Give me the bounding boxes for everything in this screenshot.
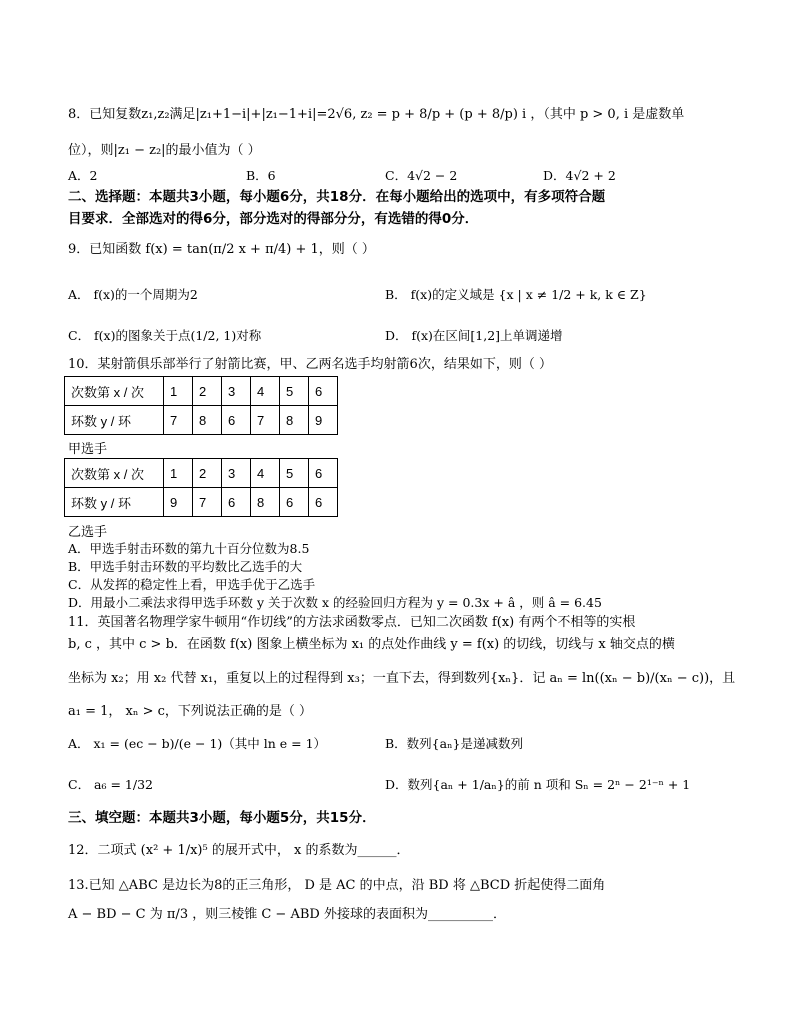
table-cell: 9 xyxy=(309,406,338,435)
table-cell: 6 xyxy=(280,488,309,517)
results-table-jia xyxy=(64,376,338,435)
table-row-label: 环数 y / 环 xyxy=(65,406,164,435)
table-cell: 7 xyxy=(193,488,222,517)
q11-line-1: 11．英国著名物理学家牛顿用“作切线”的方法求函数零点．已知二次函数 f(x) 有两个不相等的实根 xyxy=(68,615,636,630)
q13-line-2: A − BD − C 为 π/3 ，则三棱锥 C − ABD 外接球的表面积为__________． xyxy=(68,907,506,922)
q10-option-a: A．甲选手射击环数的第九十百分位数为8.5 xyxy=(68,541,310,556)
q9-option-d: D． f(x)在区间[1,2]上单调递增 xyxy=(385,328,563,343)
table-row-label: 环数 y / 环 xyxy=(65,488,164,517)
q11-option-a: A． x₁ = (ec − b)/(e − 1)（其中 ln e = 1） xyxy=(68,736,327,751)
table-cell: 4 xyxy=(251,459,280,488)
q11-option-d: D．数列{aₙ + 1/aₙ}的前 n 项和 Sₙ = 2ⁿ − 2¹⁻ⁿ + 1 xyxy=(385,777,691,792)
table-cell: 7 xyxy=(164,406,193,435)
section-2-heading-line-1: 二、选择题：本题共3小题，每小题6分，共18分．在每小题给出的选项中，有多项符合题 xyxy=(68,189,606,205)
q10-stem: 10．某射箭俱乐部举行了射箭比赛，甲、乙两名选手均射箭6次，结果如下，则（ ） xyxy=(68,357,552,372)
q9-option-a: A． f(x)的一个周期为2 xyxy=(68,287,198,302)
table-row xyxy=(65,488,338,517)
section-2-heading-line-2: 目要求．全部选对的得6分，部分选对的得部分分，有选错的得0分． xyxy=(68,211,479,227)
table-row xyxy=(65,377,338,406)
q8-option-c: C．4√2 − 2 xyxy=(385,168,458,183)
q11-line-3: 坐标为 x₂；用 x₂ 代替 x₁，重复以上的过程得到 x₃；一直下去，得到数列{xₙ}．记 aₙ = ln((xₙ − b)/(xₙ − c))，且 xyxy=(68,671,736,686)
q8-option-d: D．4√2 + 2 xyxy=(543,168,616,183)
table-cell: 6 xyxy=(309,488,338,517)
q12-stem: 12．二项式 (x² + 1/x)⁵ 的展开式中， x 的系数为______． xyxy=(68,843,410,858)
table-cell: 6 xyxy=(309,459,338,488)
table-caption-yi: 乙选手 xyxy=(68,524,108,539)
section-3-heading: 三、填空题：本题共3小题，每小题5分，共15分． xyxy=(68,810,376,826)
table-cell: 6 xyxy=(222,488,251,517)
q8-option-b: B．6 xyxy=(246,168,276,183)
table-cell: 2 xyxy=(193,377,222,406)
table-row xyxy=(65,406,338,435)
table-cell: 8 xyxy=(280,406,309,435)
table-cell: 7 xyxy=(251,406,280,435)
q10-option-c: C．从发挥的稳定性上看，甲选手优于乙选手 xyxy=(68,577,316,592)
table-cell: 9 xyxy=(164,488,193,517)
table-cell: 1 xyxy=(164,377,193,406)
q9-option-c: C． f(x)的图象关于点(1/2, 1)对称 xyxy=(68,328,262,343)
q8-line-1: 8．已知复数z₁,z₂满足|z₁+1−i|+|z₁−1+i|=2√6, z₂ = p + 8/p + (p + 8/p) i ，（其中 p > 0, i 是虚数单 xyxy=(68,107,685,122)
table-cell: 6 xyxy=(309,377,338,406)
table-cell: 4 xyxy=(251,377,280,406)
q9-option-b: B． f(x)的定义域是 {x | x ≠ 1/2 + k, k ∈ Z} xyxy=(385,287,647,302)
table-cell: 8 xyxy=(193,406,222,435)
results-table-yi xyxy=(64,458,338,517)
q11-line-4: a₁ = 1， xₙ > c，下列说法正确的是（ ） xyxy=(68,704,313,719)
q8-option-a: A．2 xyxy=(68,168,98,183)
table-row-label: 次数第 x / 次 xyxy=(65,377,164,406)
table-row xyxy=(65,459,338,488)
table-cell: 2 xyxy=(193,459,222,488)
table-row-label: 次数第 x / 次 xyxy=(65,459,164,488)
q13-line-1: 13.已知 △ABC 是边长为8的正三角形， D 是 AC 的中点，沿 BD 将 △BCD 折起使得二面角 xyxy=(68,878,606,893)
q9-stem: 9．已知函数 f(x) = tan(π/2 x + π/4) + 1，则（ ） xyxy=(68,242,375,257)
q11-option-c: C． a₆ = 1/32 xyxy=(68,777,153,792)
q8-line-2: 位），则|z₁ − z₂|的最小值为（ ） xyxy=(68,143,261,158)
q10-option-b: B．甲选手射击环数的平均数比乙选手的大 xyxy=(68,559,303,574)
table-cell: 3 xyxy=(222,377,251,406)
table-cell: 5 xyxy=(280,377,309,406)
table-cell: 6 xyxy=(222,406,251,435)
table-cell: 1 xyxy=(164,459,193,488)
table-caption-jia: 甲选手 xyxy=(68,441,108,456)
q10-option-d: D．用最小二乘法求得甲选手环数 y 关于次数 x 的经验回归方程为 y = 0.3x + â ，则 â = 6.45 xyxy=(68,595,602,610)
q11-option-b: B．数列{aₙ}是递减数列 xyxy=(385,736,523,751)
table-cell: 8 xyxy=(251,488,280,517)
table-cell: 5 xyxy=(280,459,309,488)
q11-line-2: b, c ，其中 c > b．在函数 f(x) 图象上横坐标为 x₁ 的点处作曲线 y = f(x) 的切线，切线与 x 轴交点的横 xyxy=(68,637,675,652)
table-cell: 3 xyxy=(222,459,251,488)
